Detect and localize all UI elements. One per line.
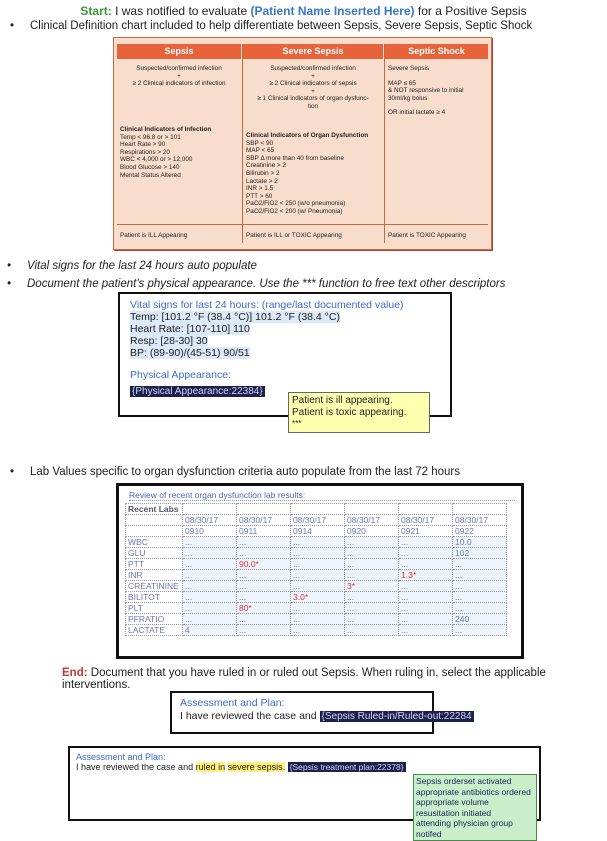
option-orderset[interactable]: Sepsis orderset activated <box>416 776 512 786</box>
physical-appearance-field[interactable]: {Physical Appearance:22384} <box>132 386 263 397</box>
lab-value: 90.0* <box>237 559 291 570</box>
lab-value: ... <box>291 570 345 581</box>
start-text-pre: I was notified to evaluate <box>111 4 251 18</box>
lab-value: ... <box>183 548 237 559</box>
ap1-title: Assessment and Plan: <box>180 697 285 709</box>
option-toxic-appearing[interactable]: Patient is toxic appearing. <box>292 406 407 418</box>
lab-value: 1.3* <box>399 570 453 581</box>
bullet-clinical-definition: • Clinical Definition chart included to help differentiate between Sepsis, Severe Sepsis, Septic Shock <box>30 20 532 32</box>
lab-row <box>126 603 507 614</box>
lab-value: ... <box>345 603 399 614</box>
lab-value: ... <box>291 581 345 592</box>
lab-row <box>126 548 507 559</box>
sepsis-treatment-field[interactable]: {Sepsis treatment plan:22378} <box>289 762 404 772</box>
lab-value: ... <box>399 581 453 592</box>
bullet-physical-appearance: • Document the patient's physical appearance. Use the *** function to free text other descriptors <box>27 278 505 290</box>
lab-value: ... <box>453 625 507 636</box>
lab-value: ... <box>291 559 345 570</box>
lab-value: ... <box>237 548 291 559</box>
lab-value: ... <box>399 548 453 559</box>
footer-severe-sepsis: Patient is ILL or TOXIC Appearing <box>246 232 342 239</box>
lab-value: ... <box>453 581 507 592</box>
physical-appearance-options <box>288 392 430 433</box>
lab-value: ... <box>453 592 507 603</box>
lab-value: ... <box>183 603 237 614</box>
lab-value: ... <box>345 614 399 625</box>
lab-value: ... <box>291 625 345 636</box>
patient-name-placeholder: (Patient Name Inserted Here) <box>250 4 415 18</box>
lab-name: GLU <box>126 548 183 559</box>
option-ill-appearing[interactable]: Patient is ill appearing. <box>292 395 393 406</box>
physical-appearance-title: Physical Appearance: <box>130 369 231 381</box>
lab-row <box>126 625 507 636</box>
lab-value: ... <box>399 625 453 636</box>
sepsis-criteria: Suspected/confirmed infection + ≥ 2 Clinical indicators of infection <box>132 65 226 88</box>
lab-value: ... <box>291 614 345 625</box>
bullet-lab-values: • Lab Values specific to organ dysfunction criteria auto populate from the last 72 hours <box>30 466 460 478</box>
sepsis-ruled-field[interactable]: {Sepsis Ruled-in/Ruled-out:22284 <box>321 711 472 722</box>
option-notify[interactable]: attending physician group notifed <box>416 818 513 839</box>
lab-row <box>126 581 507 592</box>
start-text-post: for a Positive Sepsis <box>414 4 527 18</box>
lab-value: 3.0* <box>291 592 345 603</box>
vitals-note-box <box>118 292 452 428</box>
sepsis-definition-chart <box>113 37 492 250</box>
lab-value: ... <box>345 537 399 548</box>
lab-value: ... <box>183 537 237 548</box>
lab-value: ... <box>291 603 345 614</box>
lab-results-box <box>116 483 524 659</box>
ap2-text: I have reviewed the case and ruled in severe sepsis. {Sepsis treatment plan:22378} <box>76 762 404 772</box>
option-antibiotics[interactable]: appropriate antibiotics ordered <box>416 786 531 797</box>
start-label: Start: <box>80 4 112 18</box>
lab-value: ... <box>399 614 453 625</box>
lab-value: ... <box>345 559 399 570</box>
chart-divider <box>117 224 488 225</box>
lab-value: ... <box>399 592 453 603</box>
treatment-plan-options <box>413 774 537 841</box>
lab-row <box>126 592 507 603</box>
lab-value: ... <box>453 570 507 581</box>
end-text: Document that you have ruled in or ruled out Sepsis. When ruling in, select the applicable interventions. <box>62 667 546 691</box>
vitals-title: Vital signs for last 24 hours: (range/last documented value) <box>130 299 404 311</box>
start-line <box>0 4 607 18</box>
lab-value: ... <box>183 570 237 581</box>
lab-value: 102 <box>453 548 507 559</box>
ap1-text: I have reviewed the case and {Sepsis Ruled-in/Ruled-out:22284 <box>180 710 472 722</box>
lab-row <box>126 559 507 570</box>
septic-shock-criteria: Severe Sepsis MAP ≤ 65 & NOT responsive to initial 30ml/kg bolus OR initial lactate ≥ 4 <box>388 65 464 117</box>
lab-value: ... <box>237 570 291 581</box>
lab-value: ... <box>183 559 237 570</box>
vitals-temp: Temp: [101.2 °F (38.4 °C)] 101.2 °F (38.4 °C) <box>130 311 340 323</box>
lab-value: ... <box>183 581 237 592</box>
bullet-vital-signs: • Vital signs for the last 24 hours auto populate <box>27 260 257 272</box>
footer-septic-shock: Patient is TOXIC Appearing <box>388 232 466 239</box>
lab-value: ... <box>345 625 399 636</box>
lab-value: ... <box>453 603 507 614</box>
lab-value: ... <box>183 592 237 603</box>
lab-value: ... <box>237 625 291 636</box>
lab-value: ... <box>453 559 507 570</box>
lab-row <box>126 570 507 581</box>
lab-row <box>126 537 507 548</box>
lab-value: 240 <box>453 614 507 625</box>
vitals-heart-rate: Heart Rate: [107-110] 110 <box>130 323 250 335</box>
labs-table: Recent Labs 08/30/17 08/30/17 08/30/17 08/30/17 08/30/17 08/30/17 0910 0911 0914 0920 0921 0922 WBC ... ... ... ... ... 10.0 GLU ... ... ... ... ... 102 PTT ... 90.0* ... ... ... ... INR ... ... ... ... 1.3* ... CREATININE ... ... ... 3* ... ... BILITOT ... ... 3.0* ... ... ... PLT ... 80* ... ... ... ... PFRATIO ... ... ... ... ... 240 LACTATE 4 ... ... ... ... ... <box>125 503 507 636</box>
lab-name: PTT <box>126 559 183 570</box>
severe-sepsis-criteria: Suspected/confirmed infection + ≥ 2 Clinical indicators of sepsis + ≥ 1 Clinical indicators of organ dysfunc- tion <box>257 65 369 110</box>
ap2-title: Assessment and Plan: <box>76 752 166 762</box>
lab-value: 10.0 <box>453 537 507 548</box>
lab-value: 3* <box>345 581 399 592</box>
lab-value: ... <box>399 559 453 570</box>
lab-name: WBC <box>126 537 183 548</box>
option-free-text[interactable]: *** <box>292 419 302 428</box>
lab-value: ... <box>345 548 399 559</box>
vitals-resp: Resp: [28-30] 30 <box>130 335 208 347</box>
lab-name: PFRATIO <box>126 614 183 625</box>
assessment-plan-box-2 <box>68 746 541 839</box>
lab-value: ... <box>237 537 291 548</box>
lab-value: ... <box>345 570 399 581</box>
footer-sepsis: Patient is ILL Appearing <box>120 232 188 239</box>
lab-value: ... <box>399 537 453 548</box>
end-label: End: <box>62 667 88 679</box>
lab-value: ... <box>345 592 399 603</box>
lab-value: 80* <box>237 603 291 614</box>
organ-dysfunction-indicators: Clinical Indicators of Organ Dysfunction SBP < 90 MAP < 65 SBP Δ more than 40 from baseline Creatinine > 2 Bilirubin > 2 Lactate > 2 INR > 1.5 PTT > 60 PaO2/FiO2 < 250 (w/o pneumonia) PaO2/FiO2 < 200 (w/ Pneumonia) <box>246 132 369 215</box>
infection-indicators: Clinical Indicators of Infection Temp < 96.8 or > 101 Heart Rate > 90 Respirations > 20 WBC < 4,000 or > 12,000 Blood Glucose > 140 Mental Status Altered <box>120 126 212 179</box>
lab-value: ... <box>291 548 345 559</box>
lab-name: INR <box>126 570 183 581</box>
lab-name: PLT <box>126 603 183 614</box>
lab-name: BILITOT <box>126 592 183 603</box>
option-volume[interactable]: appropriate volume resusitation initiated <box>416 797 492 818</box>
lab-value: ... <box>399 603 453 614</box>
header-severe-sepsis: Severe Sepsis <box>243 44 383 59</box>
chart-divider <box>384 44 385 243</box>
chart-divider <box>242 44 243 243</box>
assessment-plan-box-1 <box>170 691 472 734</box>
end-line <box>62 667 607 691</box>
lab-value: 4 <box>183 625 237 636</box>
header-sepsis: Sepsis <box>117 44 241 59</box>
lab-value: ... <box>237 592 291 603</box>
vitals-bp: BP: (89-90)/(45-51) 90/51 <box>130 347 250 359</box>
lab-value: ... <box>291 537 345 548</box>
header-septic-shock: Septic Shock <box>385 44 488 59</box>
lab-value: ... <box>237 614 291 625</box>
lab-row <box>126 614 507 625</box>
labs-title: Review of recent organ dysfunction lab results: <box>129 490 515 501</box>
lab-name: LACTATE <box>126 625 183 636</box>
lab-value: ... <box>237 581 291 592</box>
lab-value: ... <box>183 614 237 625</box>
lab-name: CREATININE <box>126 581 183 592</box>
